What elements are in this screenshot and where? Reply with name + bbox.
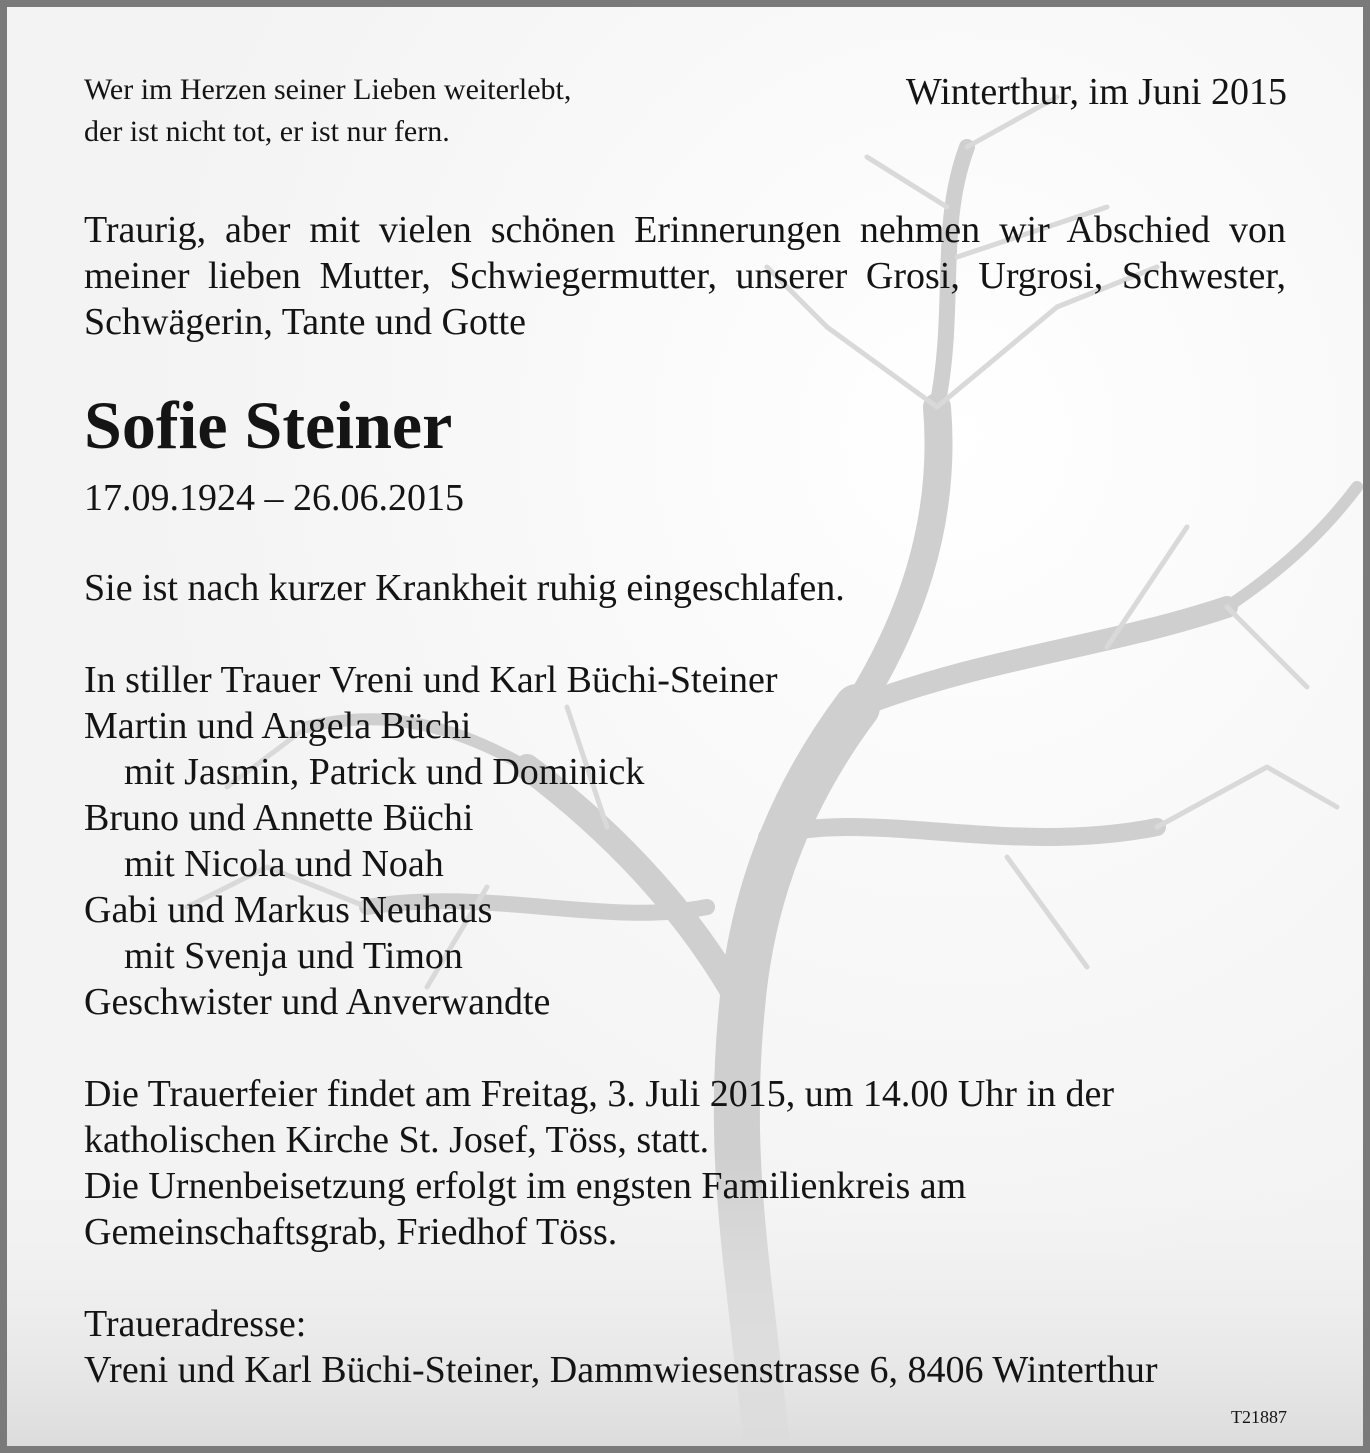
address-label: Traueradresse: xyxy=(84,1303,307,1345)
place-date: Winterthur, im Juni 2015 xyxy=(905,71,1287,113)
mourner-line: mit Svenja und Timon xyxy=(124,935,463,977)
reference-code: T21887 xyxy=(1231,1407,1287,1427)
intro-paragraph: Traurig, aber mit vielen schönen Erinnerungen nehmen wir Abschied von meiner lieben Mutter, Schwiegermutter, unserer Grosi, Urgrosi, Schwester, Schwägerin, Tante und Gotte xyxy=(84,209,1286,343)
service-line-4: Gemeinschaftsgrab, Friedhof Töss. xyxy=(84,1211,618,1253)
service-line-2: katholischen Kirche St. Josef, Töss, statt. xyxy=(84,1119,710,1161)
mourning-address xyxy=(84,1301,1158,1393)
mourner-line: Martin und Angela Büchi xyxy=(84,705,472,747)
motto-line-1: Wer im Herzen seiner Lieben weiterlebt, xyxy=(84,73,572,106)
funeral-service-info xyxy=(84,1071,1114,1255)
motto-quote xyxy=(84,69,571,153)
service-line-1: Die Trauerfeier findet am Freitag, 3. Juli 2015, um 14.00 Uhr in der xyxy=(84,1073,1115,1115)
motto-line-2: der ist nicht tot, er ist nur fern. xyxy=(84,115,450,148)
mourner-line: Bruno und Annette Büchi xyxy=(84,797,474,839)
mourner-line: Geschwister und Anverwandte xyxy=(84,981,551,1023)
service-line-3: Die Urnenbeisetzung erfolgt im engsten Familienkreis am xyxy=(84,1165,967,1207)
mourner-line: mit Nicola und Noah xyxy=(124,843,444,885)
life-dates: 17.09.1924 – 26.06.2015 xyxy=(84,477,464,519)
address-value: Vreni und Karl Büchi-Steiner, Dammwiesenstrasse 6, 8406 Winterthur xyxy=(84,1349,1158,1391)
passing-note: Sie ist nach kurzer Krankheit ruhig eingeschlafen. xyxy=(84,567,845,609)
mourner-line: Gabi und Markus Neuhaus xyxy=(84,889,493,931)
mourner-line: mit Jasmin, Patrick und Dominick xyxy=(124,751,645,793)
mourners-list xyxy=(84,657,778,1025)
mourner-line: In stiller Trauer Vreni und Karl Büchi-Steiner xyxy=(84,659,778,701)
deceased-name: Sofie Steiner xyxy=(84,387,453,463)
